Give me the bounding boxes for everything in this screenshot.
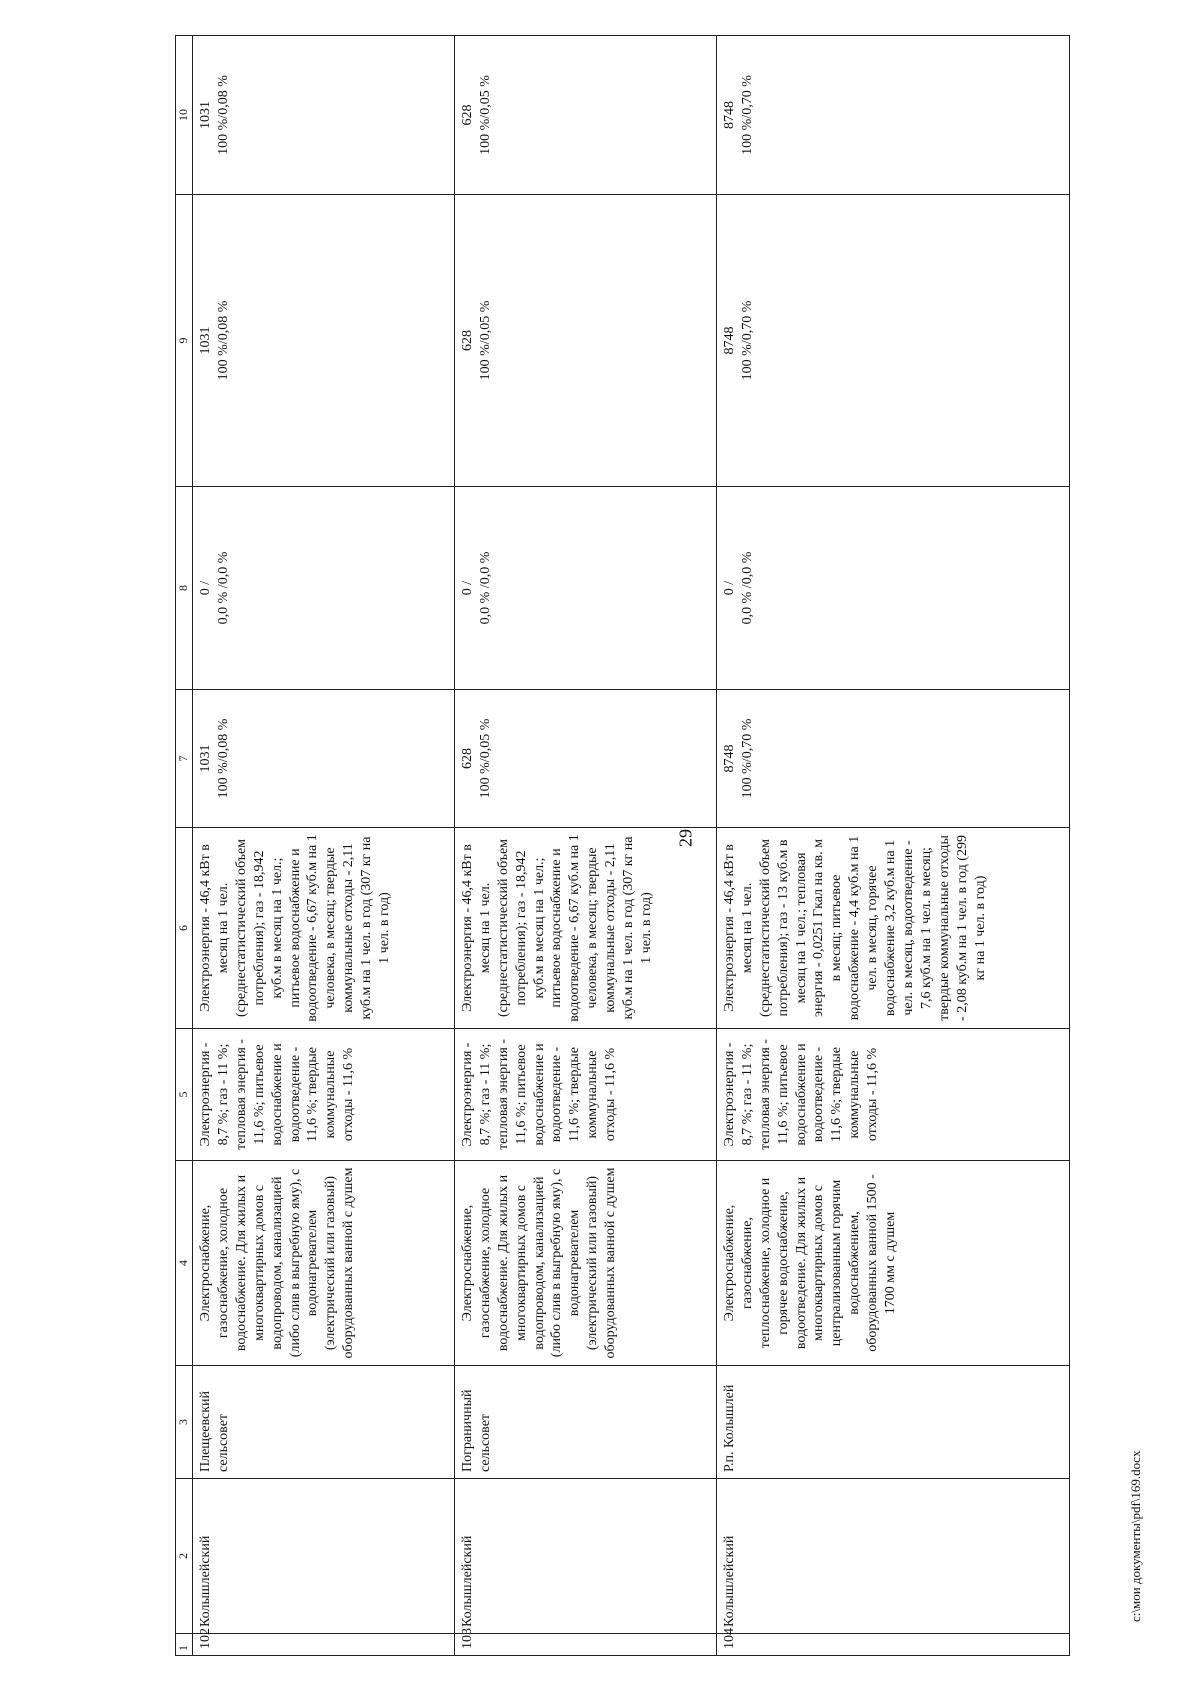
col8-value: 0 / [721,580,737,596]
row-number: 104 [716,1634,1069,1656]
col9-value: 8748 [721,326,737,355]
file-path-footer: c:\мои документы\pdf\169.docx [1128,1450,1143,1622]
norms-cell: Электроэнергия - 46,4 кВт в месяц на 1 чел. (среднестатистический объем потребления); газ - 13 куб.м в месяц на 1 чел.; тепловая энергия - 0,0251 Гкал на кв. м в месяц; питьевое водоснабжение - 4,4 куб.м на 1 чел. в месяц, горячее водоснабжение 3,2 куб.м на 1 чел. в месяц, водоотведение - 7,6 куб.м на 1 чел. в месяц; твердые коммунальные отходы - 2,08 куб.м на 1 чел. в год (299 кг на 1 чел. в год) [716,828,1069,1029]
col7-percent: 100 %/0,70 % [739,718,755,799]
improvement-cell: Электроснабжение, газоснабжение, холодное водоснабжение. Для жилых и многоквартирных домов с водопроводом, канализацией (либо слив в выгребную яму), с водонагревателем (электрический или газовый) оборудованных ванной с душем [454,1161,716,1366]
col10-cell [716,36,1069,195]
district-cell: Колышлейский [716,1479,1069,1634]
col7-value: 8748 [721,744,737,773]
col9-percent: 100 %/0,70 % [739,300,755,381]
col-number: 6 [176,828,193,1029]
page-number: 29 [675,829,696,847]
col10-percent: 100 %/0,05 % [477,75,493,155]
col-number: 7 [176,690,193,828]
col7-value: 1031 [198,744,213,773]
col9-cell [454,195,716,487]
settlement-cell: Р.п. Колышлей [716,1366,1069,1479]
column-number-row [176,36,193,1656]
col9-percent: 100 %/0,05 % [477,300,493,381]
col10-value: 8748 [721,101,737,129]
col9-percent: 100 %/0,08 % [215,300,231,381]
col8-value: 0 / [198,580,213,596]
growth-cell: Электроэнергия - 8,7 %; газ - 11 %; тепловая энергия - 11,6 %; питьевое водоснабжение и водоотведение - 11,6 %; твердые коммунальные отходы - 11,6 % [193,1029,455,1161]
table-row [454,36,716,1656]
norms-cell: Электроэнергия - 46,4 кВт в месяц на 1 чел. (среднестатистический объем потребления); газ - 18,942 куб.м в месяц на 1 чел.; питьевое водоснабжение и водоотведение - 6,67 куб.м на 1 человека, в месяц; твердые коммунальные отходы - 2,11 куб.м на 1 чел. в год (307 кг на 1 чел. в год) [454,828,716,1029]
col7-percent: 100 %/0,05 % [477,718,493,799]
norms-cell: Электроэнергия - 46,4 кВт в месяц на 1 чел. (среднестатистический объем потребления); газ - 18,942 куб.м в месяц на 1 чел.; питьевое водоснабжение и водоотведение - 6,67 куб.м на 1 человека, в месяц; твердые коммунальные отходы - 2,11 куб.м на 1 чел. в год (307 кг на 1 чел. в год) [193,828,455,1029]
col7-cell [716,690,1069,828]
table-row [716,36,1069,1656]
settlement-cell: Плещеевский сельсовет [193,1366,455,1479]
col10-cell [454,36,716,195]
col-number: 2 [176,1479,193,1634]
col8-cell [193,487,455,690]
col-number: 4 [176,1161,193,1366]
district-cell: Колышлейский [193,1479,455,1634]
improvement-cell: Электроснабжение, газоснабжение, теплоснабжение, холодное и горячее водоснабжение, водоотведение. Для жилых и многоквартирных домов с централизованным горячим водоснабжением, оборудованных ванной 1500 - 1700 мм с душем [716,1161,1069,1366]
improvement-cell: Электроснабжение, газоснабжение, холодное водоснабжение. Для жилых и многоквартирных домов с водопроводом, канализацией (либо слив в выгребную яму), с водонагревателем (электрический или газовый) оборудованных ванной с душем [193,1161,455,1366]
col9-cell [193,195,455,487]
col10-percent: 100 %/0,70 % [739,75,755,155]
col8-percent: 0,0 % /0,0 % [477,551,493,625]
rotated-table-wrapper [175,36,1070,1656]
row-number: 103 [454,1634,716,1656]
col7-cell [454,690,716,828]
col-number: 8 [176,487,193,690]
col-number: 3 [176,1366,193,1479]
col8-value: 0 / [459,580,475,596]
col9-value: 628 [459,330,475,351]
col7-percent: 100 %/0,08 % [215,718,231,799]
col-number: 9 [176,195,193,487]
col9-value: 1031 [198,326,213,355]
settlement-cell: Пограничный сельсовет [454,1366,716,1479]
col10-cell [193,36,455,195]
col10-percent: 100 %/0,08 % [215,75,231,155]
col8-percent: 0,0 % /0,0 % [215,551,231,625]
row-number: 102 [193,1634,455,1656]
col-number: 1 [176,1634,193,1656]
col8-cell [454,487,716,690]
growth-cell: Электроэнергия - 8,7 %; газ - 11 %; тепловая энергия - 11,6 %; питьевое водоснабжение и водоотведение - 11,6 %; твердые коммунальные отходы - 11,6 % [716,1029,1069,1161]
col8-percent: 0,0 % /0,0 % [739,551,755,625]
col9-cell [716,195,1069,487]
table-row [193,36,455,1656]
col-number: 5 [176,1029,193,1161]
growth-cell: Электроэнергия - 8,7 %; газ - 11 %; тепловая энергия - 11,6 %; питьевое водоснабжение и водоотведение - 11,6 %; твердые коммунальные отходы - 11,6 % [454,1029,716,1161]
tariff-table [175,35,1070,1656]
col8-cell [716,487,1069,690]
col7-value: 628 [459,748,475,769]
col10-value: 1031 [198,101,213,129]
col-number: 10 [176,36,193,195]
district-cell: Колышлейский [454,1479,716,1634]
col7-cell [193,690,455,828]
col10-value: 628 [459,104,475,126]
